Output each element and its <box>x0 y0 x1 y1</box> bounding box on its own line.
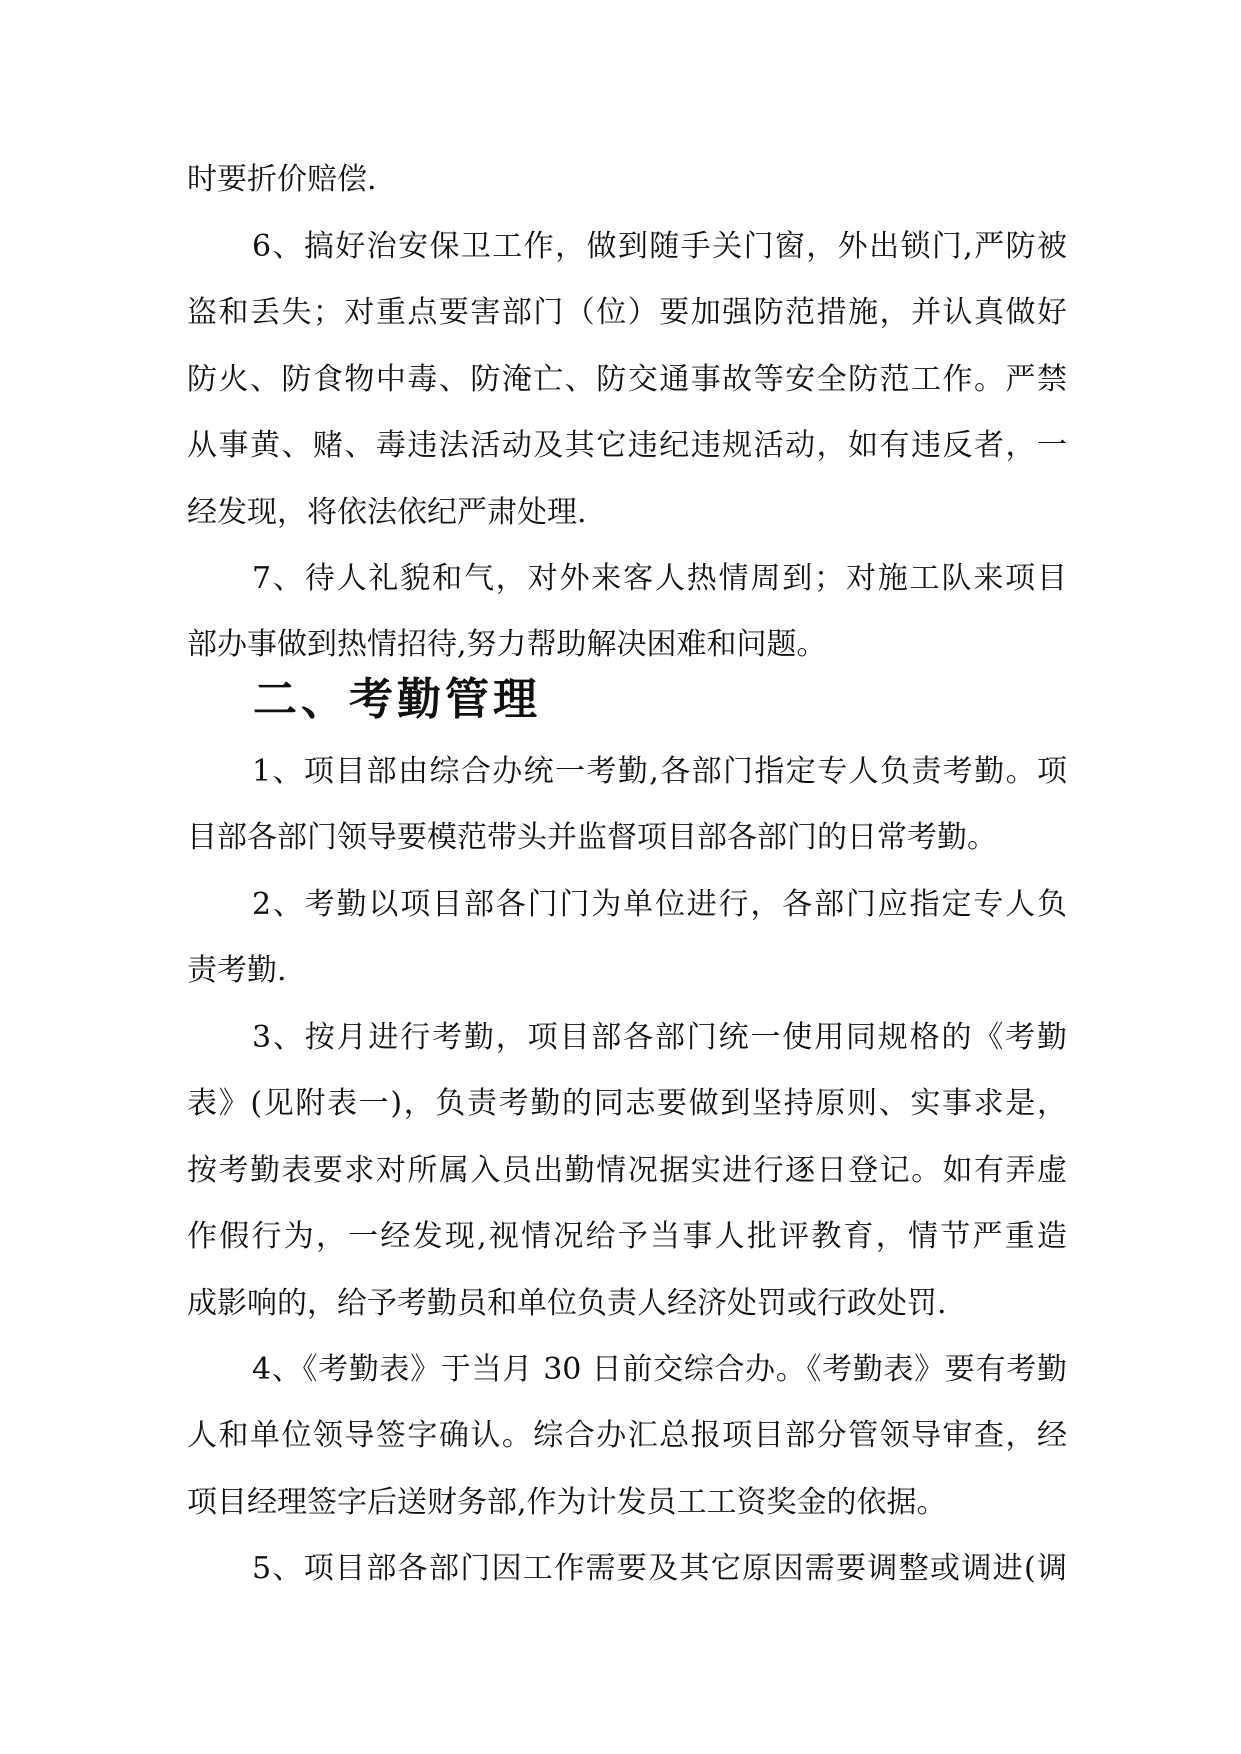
attendance-item-1-line-1: 1、项目部由综合办统一考勤,各部门指定专人负责考勤。项 <box>252 754 1067 789</box>
paragraph-6-line-1: 6、搞好治安保卫工作，做到随手关门窗，外出锁门,严防被 <box>252 229 1067 264</box>
attendance-item-3-line-3: 按考勤表要求对所属入员出勤情况据实进行逐日登记。如有弄虚 <box>187 1153 1067 1188</box>
attendance-item-3-line-4: 作假行为，一经发现,视情况给予当事人批评教育，情节严重造 <box>187 1219 1067 1254</box>
paragraph-6-line-3: 防火、防食物中毒、防淹亡、防交通事故等安全防范工作。严禁 <box>187 362 1067 397</box>
paragraph-6-line-5: 经发现，将依法依纪严肃处理. <box>187 495 587 530</box>
attendance-item-5-line-1: 5、项目部各部门因工作需要及其它原因需要调整或调进(调 <box>252 1551 1067 1586</box>
paragraph-6-line-2: 盗和丢失；对重点要害部门（位）要加强防范措施，并认真做好 <box>187 295 1067 330</box>
paragraph-5-tail-line: 时要折价赔偿. <box>187 162 377 197</box>
attendance-item-2-line-2: 责考勤. <box>187 953 287 988</box>
attendance-item-3-line-5: 成影响的，给予考勤员和单位负责人经济处罚或行政处罚. <box>187 1286 947 1321</box>
attendance-item-4-line-2: 人和单位领导签字确认。综合办汇总报项目部分管领导审查，经 <box>187 1418 1067 1453</box>
paragraph-6-line-4: 从事黄、赌、毒违法活动及其它违纪违规活动，如有违反者，一 <box>187 428 1067 463</box>
section-heading: 二、考勤管理 <box>253 674 541 725</box>
paragraph-7-line-2: 部办事做到热情招待,努力帮助解决困难和问题。 <box>187 627 827 662</box>
paragraph-7-line-1: 7、待人礼貌和气，对外来客人热情周到；对施工队来项目 <box>252 561 1067 596</box>
attendance-item-3-line-2: 表》(见附表一)，负责考勤的同志要做到坚持原则、实事求是， <box>187 1086 1067 1121</box>
attendance-item-4-line-1: 4、《考勤表》于当月 30 日前交综合办。《考勤表》要有考勤 <box>252 1352 1067 1387</box>
attendance-item-2-line-1: 2、考勤以项目部各门门为单位进行，各部门应指定专人负 <box>252 887 1067 922</box>
attendance-item-4-line-3: 项目经理签字后送财务部,作为计发员工工资奖金的依据。 <box>187 1485 947 1520</box>
attendance-item-3-line-1: 3、按月进行考勤，项目部各部门统一使用同规格的《考勤 <box>252 1020 1067 1055</box>
attendance-item-1-line-2: 目部各部门领导要模范带头并监督项目部各部门的日常考勤。 <box>187 820 997 855</box>
